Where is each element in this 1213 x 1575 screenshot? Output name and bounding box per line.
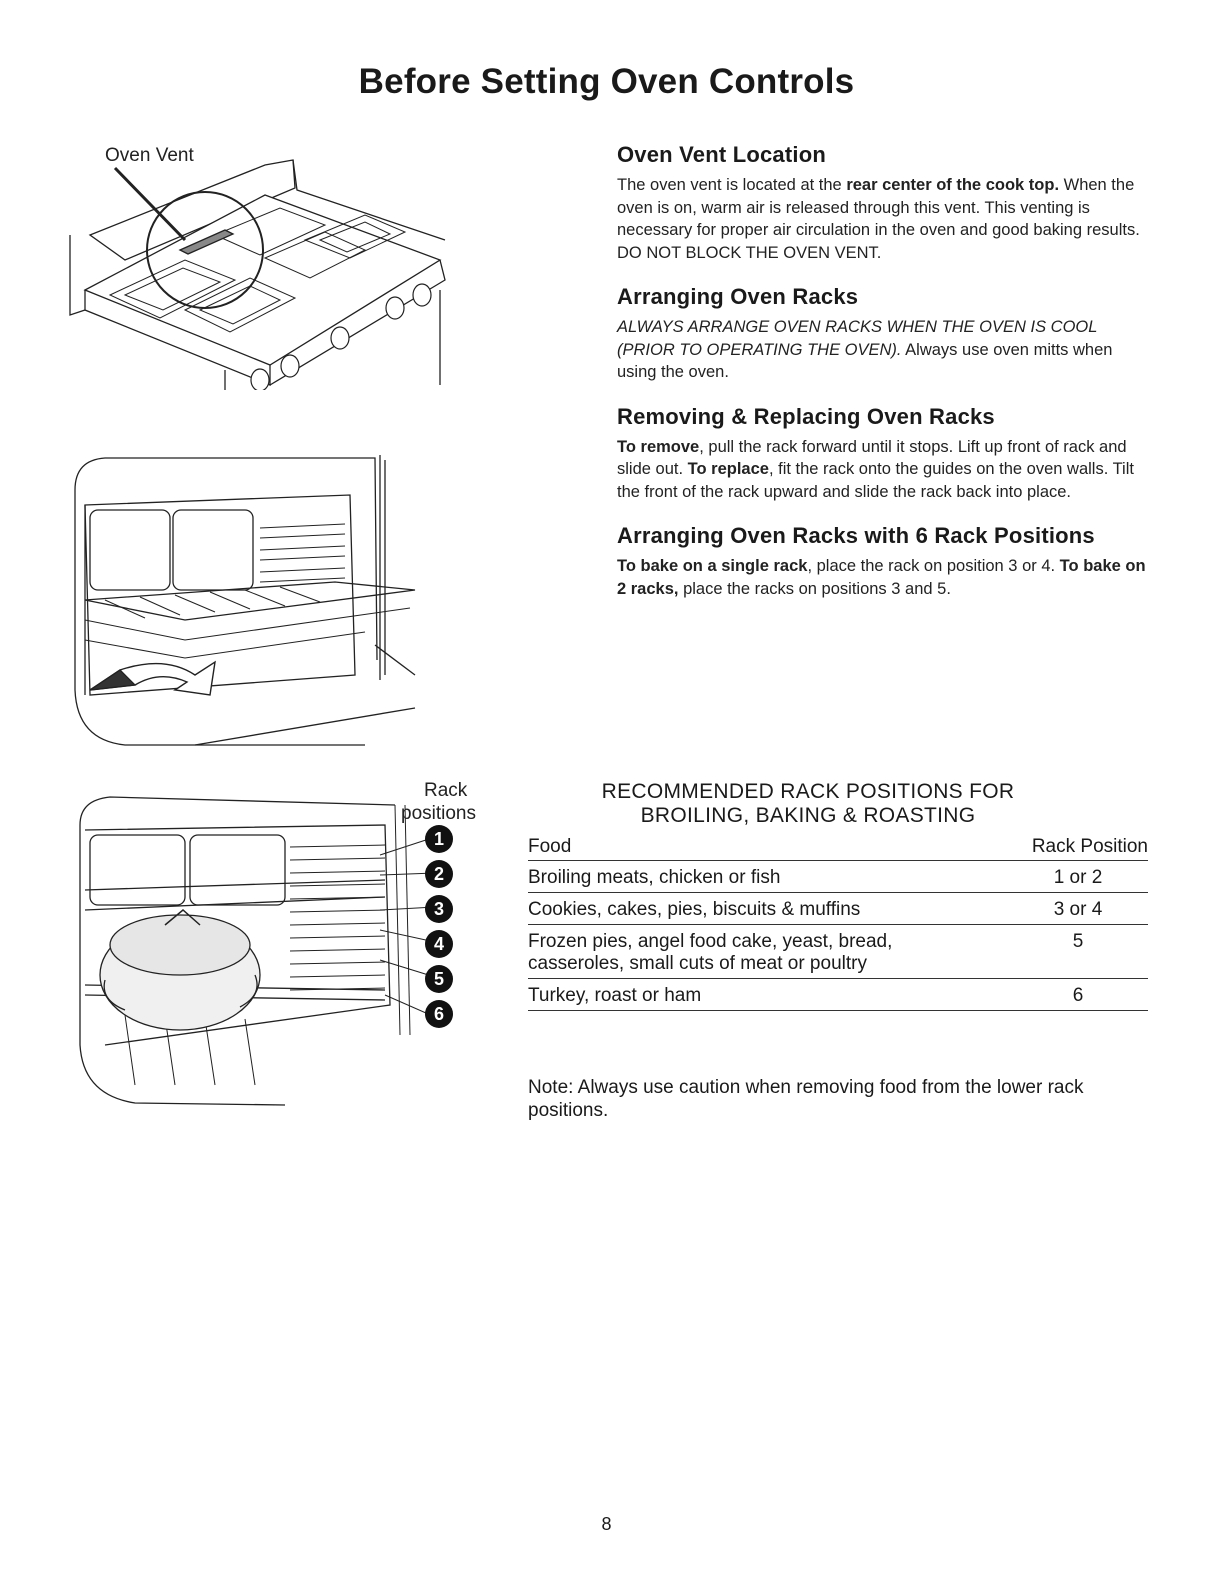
text-run: ALWAYS ARRANGE OVEN RACKS WHEN THE OVEN IS COOL (PRIOR TO OPERATING THE OVEN). [617, 318, 1098, 359]
text-run: To bake on a single rack [617, 557, 808, 575]
rack-position-badge-2: 2 [425, 860, 453, 888]
cooktop-illustration [65, 140, 455, 390]
column-header-position: Rack Position [1031, 836, 1148, 857]
oven-vent-label: Oven Vent [105, 145, 194, 166]
table-row [528, 979, 1148, 1011]
text-run: To replace [687, 460, 769, 478]
rack-position-badge-4: 4 [425, 930, 453, 958]
table-title-line2: BROILING, BAKING & ROASTING [640, 804, 976, 827]
rack-position-cell: 5 [1072, 931, 1084, 952]
section-body [617, 436, 1147, 504]
page-title: Before Setting Oven Controls [358, 62, 855, 101]
rack-positions-table [528, 780, 1148, 1011]
rack-position-badge-1: 1 [425, 825, 453, 853]
text-run: The oven vent is located at the [617, 176, 847, 194]
rack-label-line2: positions [401, 803, 476, 824]
rack-removal-illustration [65, 450, 425, 750]
text-run: place the racks on positions 3 and 5. [678, 579, 951, 598]
table-title [528, 780, 1148, 828]
rack-label-line1: Rack [424, 780, 468, 801]
rack-position-badge-3: 3 [425, 895, 453, 923]
rack-position-cell: 3 or 4 [1053, 899, 1103, 920]
section-heading: Oven Vent Location [617, 142, 826, 167]
text-run: , pull the rack forward until it stops. Lift up front of rack and slide out. [617, 437, 1127, 478]
text-run: To bake on 2 racks, [617, 557, 1146, 598]
table-title-line1: RECOMMENDED RACK POSITIONS FOR [601, 780, 1015, 803]
text-run: To remove [617, 437, 700, 456]
rack-position-badge-6: 6 [425, 1000, 453, 1028]
section-body [617, 555, 1147, 600]
table-row [528, 861, 1148, 893]
section [617, 140, 1147, 264]
page-number: 8 [601, 1514, 612, 1534]
text-run: When the oven is on, warm air is released through this vent. This venting is necessary for proper air circulation in the oven and good baking results. DO NOT BLOCK THE OVEN VENT. [617, 176, 1140, 262]
instruction-sections [617, 140, 1147, 618]
section-heading: Arranging Oven Racks [617, 284, 859, 309]
text-run: rear center of the cook top. [846, 176, 1060, 194]
text-run: , fit the rack onto the guides on the oven walls. Tilt the front of the rack upward and slide the rack back into place. [617, 460, 1134, 501]
table-header [528, 836, 1148, 861]
section-body [617, 174, 1147, 264]
rack-positions-illustration [65, 785, 465, 1110]
text-run: Always use oven mitts when using the oven. [617, 340, 1113, 381]
section-body [617, 316, 1147, 384]
rack-position-cell: 6 [1072, 985, 1084, 1006]
section [617, 282, 1147, 384]
food-cell: Turkey, roast or ham [528, 985, 702, 1006]
rack-position-badge-5: 5 [425, 965, 453, 993]
section-heading: Removing & Replacing Oven Racks [617, 403, 995, 429]
table-row [528, 893, 1148, 925]
caution-note: Note: Always use caution when removing food from the lower rack positions. [528, 1077, 1084, 1121]
section [617, 402, 1147, 504]
food-cell: Cookies, cakes, pies, biscuits & muffins [528, 899, 861, 920]
column-header-food: Food [528, 836, 572, 857]
table-row [528, 925, 1148, 979]
section [617, 521, 1147, 600]
text-run: , place the rack on position 3 or 4. [807, 557, 1060, 575]
table-body [528, 861, 1148, 1011]
rack-position-cell: 1 or 2 [1053, 867, 1103, 888]
section-heading: Arranging Oven Racks with 6 Rack Positions [617, 523, 1095, 548]
food-cell: Broiling meats, chicken or fish [528, 867, 781, 888]
food-cell: Frozen pies, angel food cake, yeast, bread, casseroles, small cuts of meat or poultry [528, 931, 893, 974]
